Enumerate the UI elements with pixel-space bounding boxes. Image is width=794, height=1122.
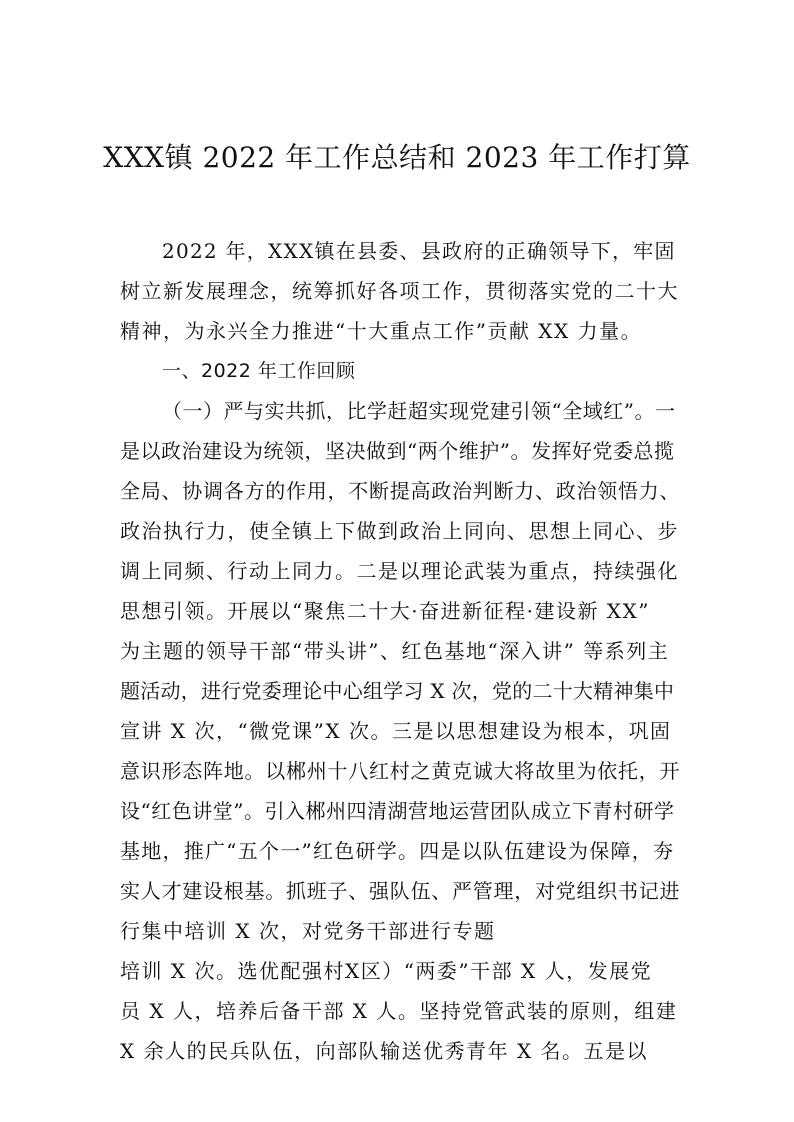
- paragraph-line: 是以政治建设为统领，坚决做到“两个维护”。发挥好党委总揽: [120, 439, 675, 463]
- paragraph-line: （一）严与实共抓，比学赶超实现党建引领“全域红”。一: [162, 399, 676, 423]
- paragraph-line: 全局、协调各方的作用，不断提高政治判断力、政治领悟力、: [120, 479, 681, 503]
- paragraph-line: 调上同频、行动上同力。二是以理论武装为重点，持续强化: [120, 559, 679, 583]
- paragraph-line: 2022 年，XXX镇在县委、县政府的正确领导下，牢固: [162, 239, 676, 263]
- paragraph-line: 行集中培训 X 次，对党务干部进行专题: [120, 919, 496, 943]
- paragraph-line: X 余人的民兵队伍，向部队输送优秀青年 X 名。五是以: [120, 1039, 649, 1063]
- paragraph-line: 培训 X 次。选优配强村X区）“两委”干部 X 人，发展党: [120, 959, 653, 983]
- paragraph-line: 设“红色讲堂”。引入郴州四清湖营地运营团队成立下青村研学: [120, 799, 675, 823]
- paragraph-line: 题活动，进行党委理论中心组学习 X 次，党的二十大精神集中: [120, 679, 675, 703]
- paragraph-line: 实人才建设根基。抓班子、强队伍、严管理，对党组织书记进: [120, 879, 681, 903]
- paragraph-line: 政治执行力，使全镇上下做到政治上同向、思想上同心、步: [120, 519, 679, 543]
- paragraph-line: 基地，推广“五个一”红色研学。四是以队伍建设为保障，夯: [120, 839, 675, 863]
- paragraph-line: 树立新发展理念，统筹抓好各项工作，贯彻落实党的二十大: [120, 279, 679, 303]
- section-heading: 一、2022 年工作回顾: [162, 360, 356, 382]
- document-title: XXX镇 2022 年工作总结和 2023 年工作打算: [103, 141, 691, 174]
- paragraph-line: 为主题的领导干部“带头讲”、红色基地“深入讲” 等系列主: [120, 639, 670, 663]
- paragraph-line: 员 X 人，培养后备干部 X 人。坚持党管武装的原则，组建: [120, 999, 678, 1023]
- paragraph-line: 精神，为永兴全力推进“十大重点工作”贡献 XX 力量。: [120, 319, 643, 343]
- paragraph-line: 宣讲 X 次，“微党课”X 次。三是以思想建设为根本，巩固: [120, 719, 672, 743]
- paragraph-line: 意识形态阵地。以郴州十八红村之黄克诚大将故里为依托，开: [120, 759, 681, 783]
- paragraph-line: 思想引领。开展以“聚焦二十大·奋进新征程·建设新 XX”: [120, 599, 650, 623]
